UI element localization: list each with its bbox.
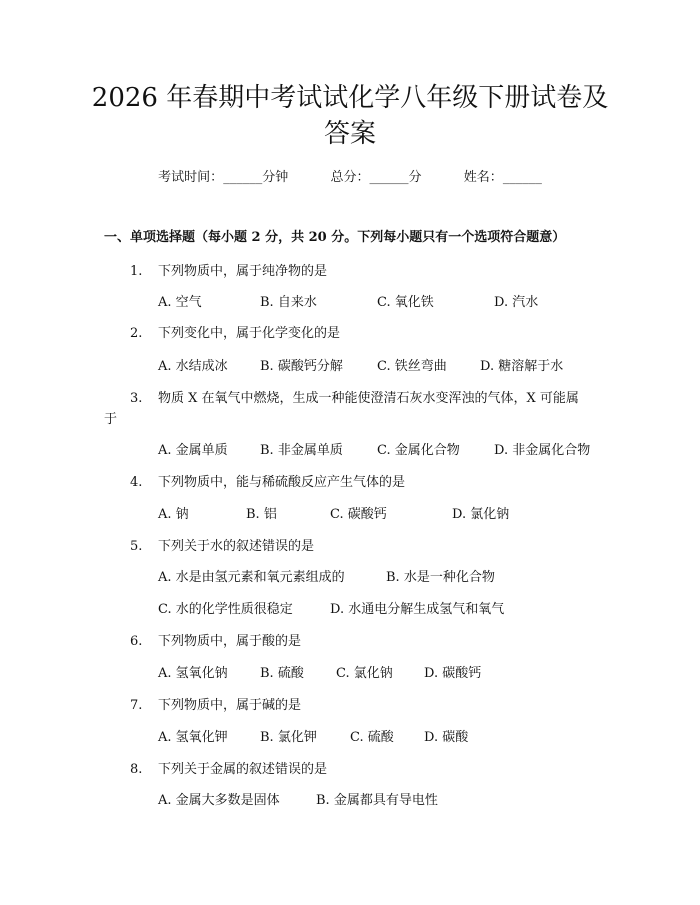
option-c: C. 水的化学性质很稳定 xyxy=(158,602,293,617)
option-b: B. 水是一种化合物 xyxy=(386,570,495,585)
question-text: 下列关于金属的叙述错误的是 xyxy=(158,762,328,777)
option-d: D. 非金属化合物 xyxy=(494,443,591,458)
score-blank: ______ xyxy=(369,170,409,185)
question-number: 4. xyxy=(130,475,143,490)
option-a: A. 水结成冰 xyxy=(158,359,228,374)
option-c: C. 氧化铁 xyxy=(377,295,434,310)
exam-title xyxy=(60,80,640,152)
option-d: D. 糖溶解于水 xyxy=(480,359,564,374)
option-b: B. 金属都具有导电性 xyxy=(316,793,438,808)
section-heading: 一、单项选择题（每小题 2 分，共 20 分。下列每小题只有一个选项符合题意） xyxy=(104,230,566,245)
option-a: A. 空气 xyxy=(158,295,202,310)
question-number: 7. xyxy=(130,698,143,713)
option-a: A. 氢氧化钾 xyxy=(158,730,228,745)
question-text: 下列物质中，属于碱的是 xyxy=(158,698,302,713)
option-d: D. 碳酸钙 xyxy=(424,666,482,681)
exam-info-line xyxy=(0,168,700,188)
option-b: B. 碳酸钙分解 xyxy=(260,359,343,374)
option-c: C. 碳酸钙 xyxy=(330,507,387,522)
option-a: A. 水是由氢元素和氧元素组成的 xyxy=(158,570,345,585)
question-number: 1. xyxy=(130,264,143,279)
option-c: C. 氯化钠 xyxy=(336,666,393,681)
option-d: D. 水通电分解生成氢气和氧气 xyxy=(330,602,505,617)
question-text: 下列关于水的叙述错误的是 xyxy=(158,539,315,554)
question-number: 5. xyxy=(130,539,143,554)
question-number: 2. xyxy=(130,326,143,341)
title-line-2: 答案 xyxy=(323,119,376,149)
option-d: D. 氯化钠 xyxy=(452,507,510,522)
option-b: B. 非金属单质 xyxy=(260,443,343,458)
question-text-wrap: 于 xyxy=(104,412,118,427)
option-b: B. 氯化钾 xyxy=(260,730,317,745)
option-c: C. 铁丝弯曲 xyxy=(377,359,447,374)
option-a: A. 金属大多数是固体 xyxy=(158,793,280,808)
score-unit: 分 xyxy=(408,170,422,185)
question-text: 下列物质中，能与稀硫酸反应产生气体的是 xyxy=(158,475,406,490)
time-label: 考试时间： xyxy=(158,170,224,185)
option-a: A. 钠 xyxy=(158,507,189,522)
question-number: 3. xyxy=(130,391,143,406)
option-b: B. 自来水 xyxy=(260,295,317,310)
question-text: 物质 X 在氧气中燃烧，生成一种能使澄清石灰水变浑浊的气体，X 可能属 xyxy=(158,391,579,406)
name-label: 姓名： xyxy=(463,170,503,185)
name-blank: ______ xyxy=(502,170,542,185)
option-a: A. 氢氧化钠 xyxy=(158,666,228,681)
option-c: C. 硫酸 xyxy=(350,730,394,745)
option-d: D. 碳酸 xyxy=(424,730,469,745)
option-c: C. 金属化合物 xyxy=(377,443,460,458)
option-a: A. 金属单质 xyxy=(158,443,228,458)
option-b: B. 硫酸 xyxy=(260,666,304,681)
option-b: B. 铝 xyxy=(246,507,277,522)
title-line-1: 2026 年春期中考试试化学八年级下册试卷及 xyxy=(91,83,609,113)
score-label: 总分： xyxy=(330,170,370,185)
question-number: 8. xyxy=(130,762,143,777)
option-d: D. 汽水 xyxy=(494,295,539,310)
question-text: 下列物质中，属于酸的是 xyxy=(158,634,302,649)
question-text: 下列物质中，属于纯净物的是 xyxy=(158,264,328,279)
time-unit: 分钟 xyxy=(262,170,289,185)
question-text: 下列变化中，属于化学变化的是 xyxy=(158,326,341,341)
question-number: 6. xyxy=(130,634,143,649)
time-blank: ______ xyxy=(223,170,263,185)
